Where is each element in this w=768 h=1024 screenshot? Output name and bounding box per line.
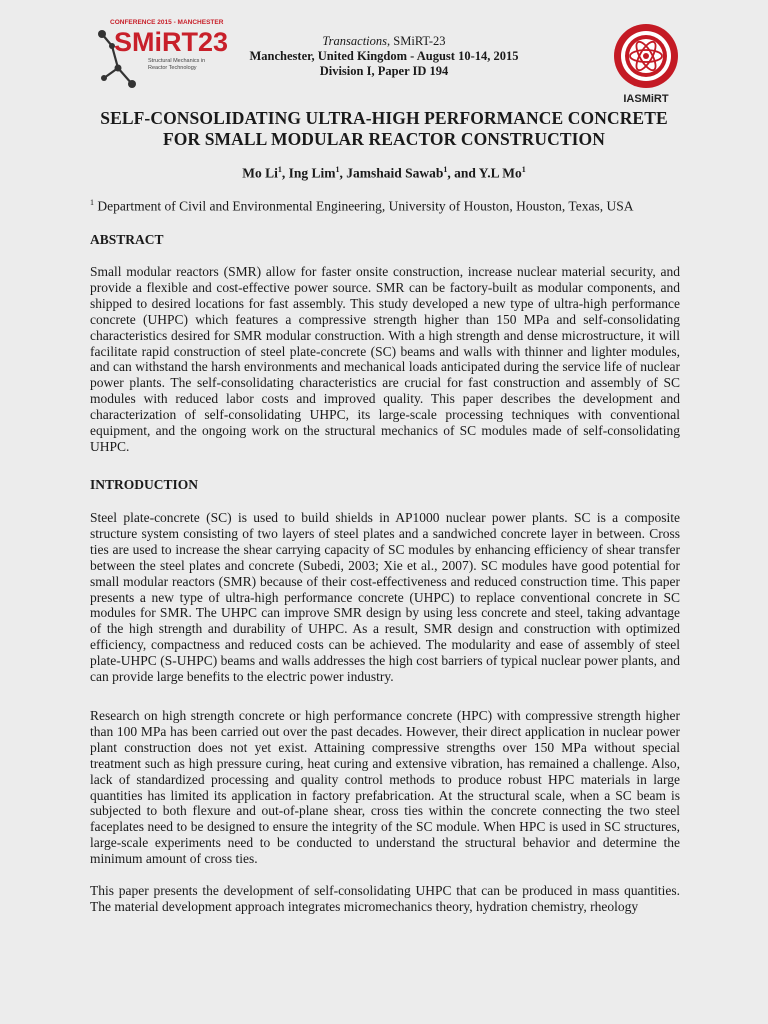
- author-list: [60, 165, 708, 182]
- conference-header: [220, 34, 548, 79]
- author-separator: ,: [339, 165, 347, 181]
- introduction-paragraph-2: Research on high strength concrete or high performance concrete (HPC) with compressive strength higher than 100 MPa has been carried out over the past decades. However, their direct application in nuclear power plant construction does not yet exist. Attaining compressive strengths over 150 MPa without special treatment such as high pressure curing, heat curing and extensive vibration, has remained a challenge. Also, lack of standardized processing and quality control methods to produce robust HPC materials in large quantities has limited its application in factory prefabrication. At the structural scale, when a SC beam is subjected to both flexure and out-of-plane shear, cross ties within the concrete connecting the two steel faceplates need to be designed to ensure the integrity of the SC module. When HPC is used in SC structures, large-scale experiments need to be conducted to understand the structural behavior and determine the minimum amount of cross ties.: [90, 708, 680, 867]
- author-separator: , and: [447, 165, 479, 181]
- author-separator: ,: [281, 165, 289, 181]
- affiliation-mark: 1: [90, 198, 94, 207]
- introduction-paragraph-3: This paper presents the development of self-consolidating UHPC that can be produced in mass quantities. The material development approach integrates micromechanics theory, hydration chemistry, rheology: [90, 883, 680, 914]
- author-affiliation-mark: 1: [443, 165, 448, 174]
- abstract-heading: ABSTRACT: [90, 232, 164, 247]
- paper-title-line-2: FOR SMALL MODULAR REACTOR CONSTRUCTION: [163, 129, 605, 149]
- paper-id-line: Division I, Paper ID 194: [319, 64, 449, 78]
- author-affiliation-mark: 1: [335, 165, 340, 174]
- paper-title-line-1: SELF-CONSOLIDATING ULTRA-HIGH PERFORMANCE CONCRETE: [100, 108, 668, 128]
- author-affiliation-mark: 1: [521, 165, 526, 174]
- transactions-conference: , SMiRT-23: [387, 34, 446, 48]
- location-line: Manchester, United Kingdom - August 10-14, 2015: [249, 49, 519, 63]
- author-name: Ing Lim: [288, 165, 336, 181]
- smirt-conference-line: CONFERENCE 2015 - MANCHESTER: [110, 19, 224, 26]
- iasmirt-label: IASMiRT: [623, 93, 669, 105]
- transactions-label: Transactions: [322, 34, 388, 48]
- introduction-paragraph-1: Steel plate-concrete (SC) is used to build shields in AP1000 nuclear power plants. SC is a composite structure system consisting of two layers of steel plates and a sandwiched concrete layer in between. Cross ties are used to increase the shear carrying capacity of SC modules by enhancing efficiency of shear transfer between the steel plates and concrete (Subedi, 2003; Xie et al., 2007). SC modules have good potential for small modular reactors (SMR) because of their cost-effectiveness and reduced construction time. This paper presents a new type of ultra-high performance concrete (UHPC) to replace conventional concrete in SC modules for SMR. The UHPC can improve SMR design by using less concrete and steel, taking advantage of the high strength and durability of UHPC. As a result, SMR design and construction with optimized efficiency, compactness and reduced costs can be achieved. The modularity and ease of assembly of steel plate-UHPC (S-UHPC) beams and walls addresses the high cost barriers of typical nuclear power plants, and can provide large benefits to the electric power industry.: [90, 510, 680, 685]
- smirt-tagline-1: Structural Mechanics in: [148, 58, 206, 64]
- author-name: Mo Li: [242, 165, 278, 181]
- paper-title: [60, 108, 708, 150]
- transactions-line: [220, 34, 548, 49]
- author-affiliation-mark: 1: [277, 165, 282, 174]
- abstract-body: Small modular reactors (SMR) allow for faster onsite construction, increase nuclear material security, and provide a flexible and cost-effective power source. SMR can be factory-built as modular components, and shipped to desired locations for fast assembly. This study developed a new type of ultra-high performance concrete (UHPC) which features a compressive strength higher than 150 MPa and self-consolidating characteristics desired for SMR modular construction. With a high strength and dense microstructure, it will facilitate rapid construction of steel plate-concrete (SC) beams and walls with thinner and lighter modules, and can withstand the harsh environments and mechanical loads anticipated during the service life of nuclear power plants. The self-consolidating characteristics are crucial for fast construction and assembly of SC modules with reduced labor costs and improved quality. This paper describes the development and characterization of self-consolidating UHPC, its large-scale processing techniques with conventional equipment, and the ongoing work on the structural mechanics of SC modules made of self-consolidating UHPC.: [90, 264, 680, 454]
- smirt-tagline-2: Reactor Technology: [148, 65, 197, 71]
- introduction-heading: INTRODUCTION: [90, 477, 199, 492]
- iasmirt-logo: [608, 20, 684, 106]
- author-name: Jamshaid Sawab: [346, 165, 444, 181]
- affiliation-text: Department of Civil and Environmental Engineering, University of Houston, Houston, Texas, USA: [97, 198, 634, 214]
- author-name: Y.L Mo: [478, 165, 522, 181]
- smirt-name: SMiRT23: [114, 27, 229, 57]
- affiliation: [90, 198, 700, 215]
